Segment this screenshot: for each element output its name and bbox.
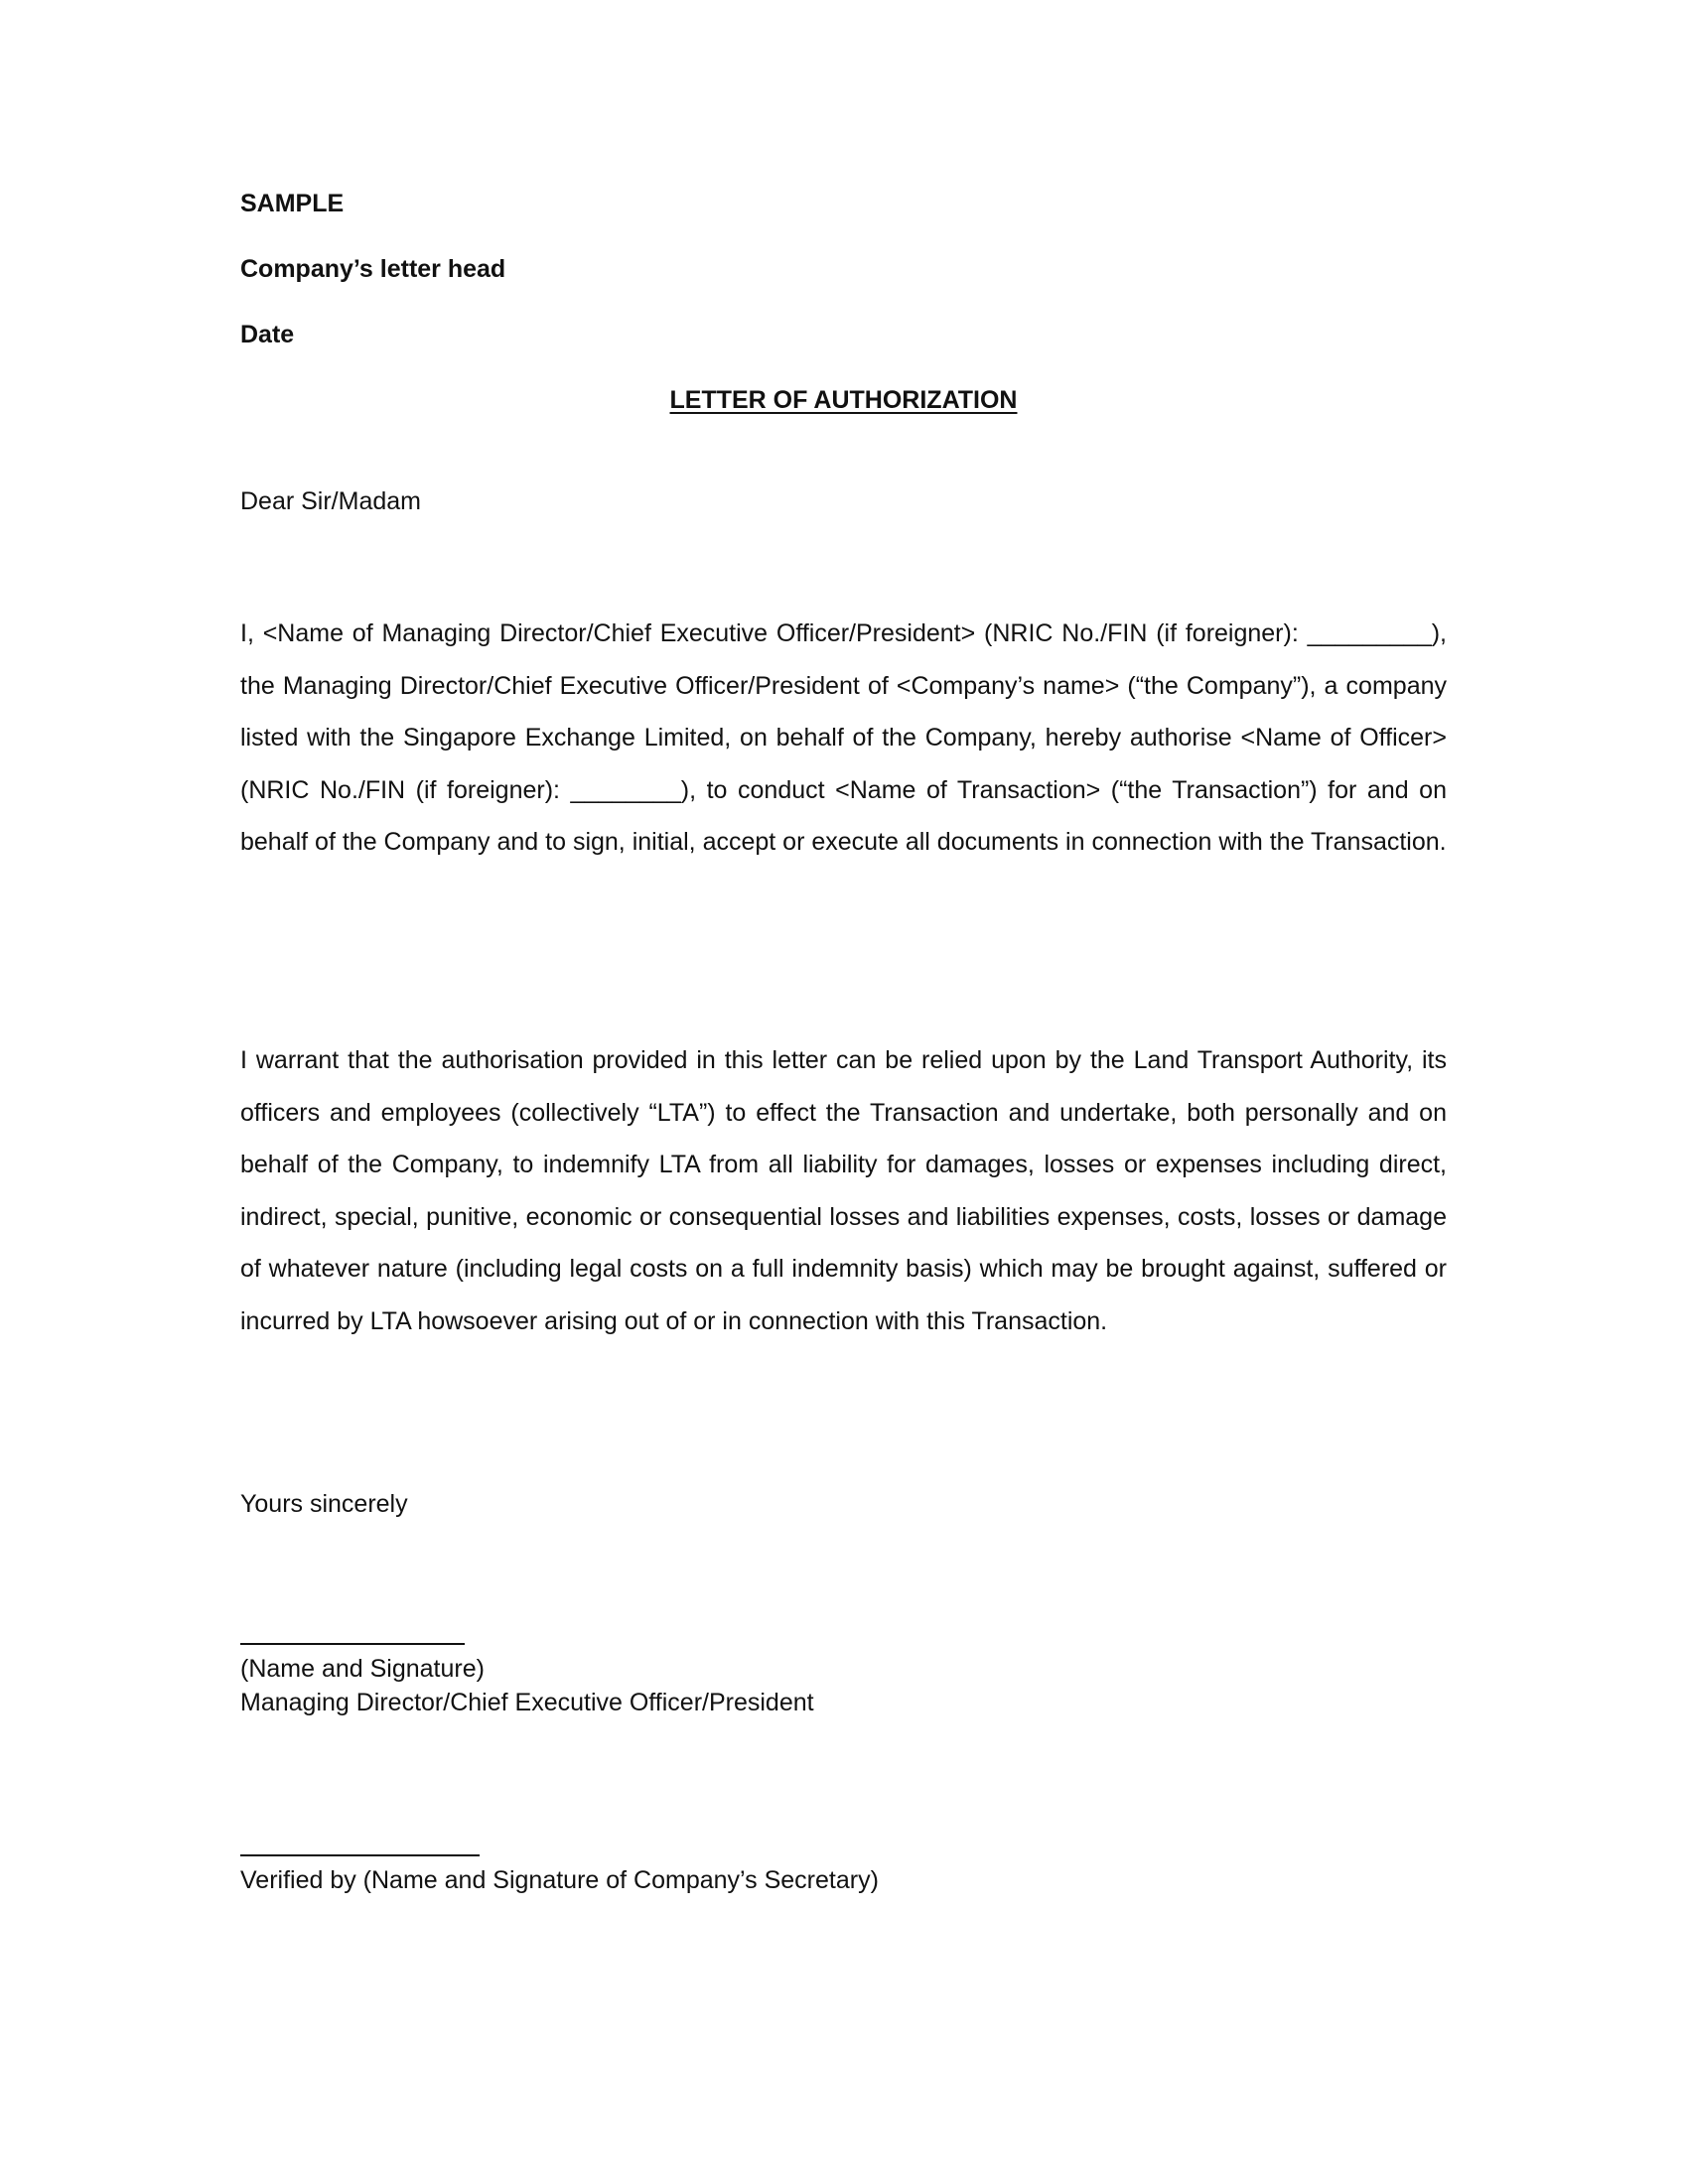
- signature-line-secretary: [240, 1854, 480, 1856]
- signature-label-secretary: Verified by (Name and Signature of Company’s Secretary): [240, 1866, 879, 1894]
- signature-role-director: Managing Director/Chief Executive Officer/President: [240, 1689, 814, 1716]
- sample-label: SAMPLE: [240, 190, 345, 217]
- authorization-paragraph: I, <Name of Managing Director/Chief Executive Officer/President> (NRIC No./FIN (if foreigner): _________), the Managing Director/Chief Executive Officer/President of <Company’s name> (“the Company”), a company listed with the Singapore Exchange Limited, on behalf of the Company, hereby authorise <Name of Officer> (NRIC No./FIN (if foreigner): ________), to conduct <Name of Transaction> (“the Transaction”) for and on behalf of the Company and to sign, initial, accept or execute all documents in connection with the Transaction.: [240, 619, 1447, 856]
- closing: Yours sincerely: [240, 1490, 408, 1518]
- signature-line-director: [240, 1643, 465, 1645]
- signature-label-director: (Name and Signature): [240, 1655, 485, 1683]
- salutation: Dear Sir/Madam: [240, 487, 421, 515]
- date-placeholder: Date: [240, 321, 295, 348]
- warranty-paragraph: I warrant that the authorisation provided in this letter can be relied upon by the Land Transport Authority, its officers and employees (collectively “LTA”) to effect the Transaction and undertake, both personally and on behalf of the Company, to indemnify LTA from all liability for damages, losses or expenses including direct, indirect, special, punitive, economic or consequential losses and liabilities expenses, costs, losses or damage of whatever nature (including legal costs on a full indemnity basis) which may be brought against, suffered or incurred by LTA howsoever arising out of or in connection with this Transaction.: [240, 1046, 1447, 1335]
- letterhead-placeholder: Company’s letter head: [240, 255, 506, 283]
- letter-title: LETTER OF AUTHORIZATION: [669, 386, 1018, 414]
